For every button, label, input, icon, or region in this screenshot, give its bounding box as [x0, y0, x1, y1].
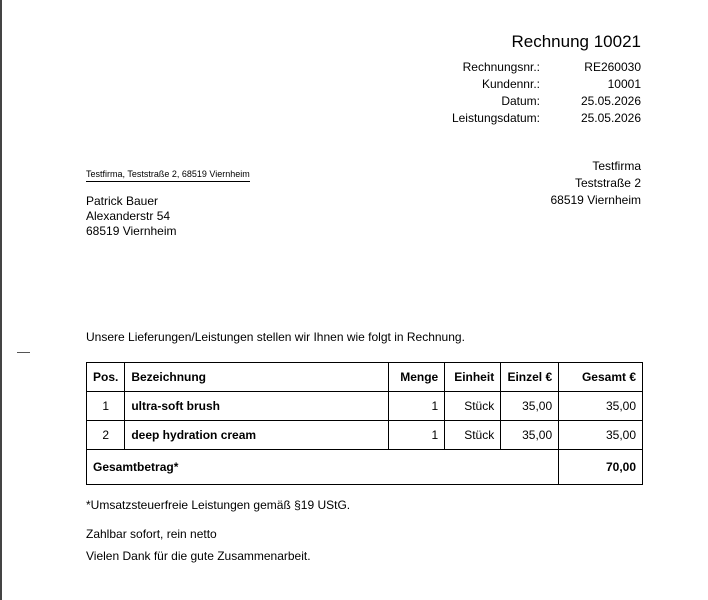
meta-label: Kundennr.: [481, 77, 540, 91]
tax-note: *Umsatzsteuerfreie Leistungen gemäß §19 UStG. [86, 498, 351, 512]
meta-label: Leistungsdatum: [451, 111, 540, 125]
header-unit: Einheit [445, 363, 501, 392]
company-city: 68519 Viernheim [550, 193, 641, 207]
header-pos: Pos. [87, 363, 125, 392]
header-description: Bezeichnung [125, 363, 389, 392]
payment-terms: Zahlbar sofort, rein netto [86, 527, 217, 541]
cell-description: deep hydration cream [125, 421, 389, 450]
meta-value: 25.05.2026 [580, 94, 641, 108]
total-value: 70,00 [559, 450, 643, 485]
meta-row-customer-number [430, 76, 641, 93]
meta-row-invoice-number [430, 59, 641, 76]
table-row [87, 392, 643, 421]
intro-text: Unsere Lieferungen/Leistungen stellen wir Ihnen wie folgt in Rechnung. [86, 330, 465, 344]
cell-quantity: 1 [389, 421, 445, 450]
header-quantity: Menge [389, 363, 445, 392]
cell-quantity: 1 [389, 392, 445, 421]
header-unit-price: Einzel € [501, 363, 559, 392]
table-header-row [87, 363, 643, 392]
recipient-street: Alexanderstr 54 [86, 209, 171, 223]
invoice-title: Rechnung 10021 [511, 32, 641, 51]
cell-total: 35,00 [559, 421, 643, 450]
cell-unit: Stück [445, 392, 501, 421]
sender-return-address: Testfirma, Teststraße 2, 68519 Viernheim [86, 169, 250, 182]
header-total: Gesamt € [559, 363, 643, 392]
meta-value: 25.05.2026 [580, 111, 641, 125]
company-name: Testfirma [592, 159, 641, 173]
cell-pos: 2 [87, 421, 125, 450]
meta-label: Datum: [501, 94, 540, 108]
cell-description: ultra-soft brush [125, 392, 389, 421]
thanks-note: Vielen Dank für die gute Zusammenarbeit. [86, 549, 311, 563]
meta-value: 10001 [607, 77, 641, 91]
company-address [550, 158, 641, 209]
company-street: Teststraße 2 [574, 176, 641, 190]
total-label: Gesamtbetrag* [87, 450, 559, 485]
line-items-table [86, 362, 643, 485]
cell-unit-price: 35,00 [501, 421, 559, 450]
fold-mark [17, 352, 30, 353]
meta-row-service-date [430, 110, 641, 127]
cell-pos: 1 [87, 392, 125, 421]
recipient-name: Patrick Bauer [86, 194, 159, 208]
recipient-address [86, 194, 177, 239]
meta-row-date [430, 93, 641, 110]
meta-value: RE260030 [584, 60, 641, 74]
page-left-border [0, 0, 2, 600]
recipient-city: 68519 Viernheim [86, 224, 177, 238]
table-row [87, 421, 643, 450]
meta-label: Rechnungsnr.: [462, 60, 540, 74]
cell-unit: Stück [445, 421, 501, 450]
cell-unit-price: 35,00 [501, 392, 559, 421]
total-row [87, 450, 643, 485]
cell-total: 35,00 [559, 392, 643, 421]
invoice-meta [430, 59, 641, 127]
